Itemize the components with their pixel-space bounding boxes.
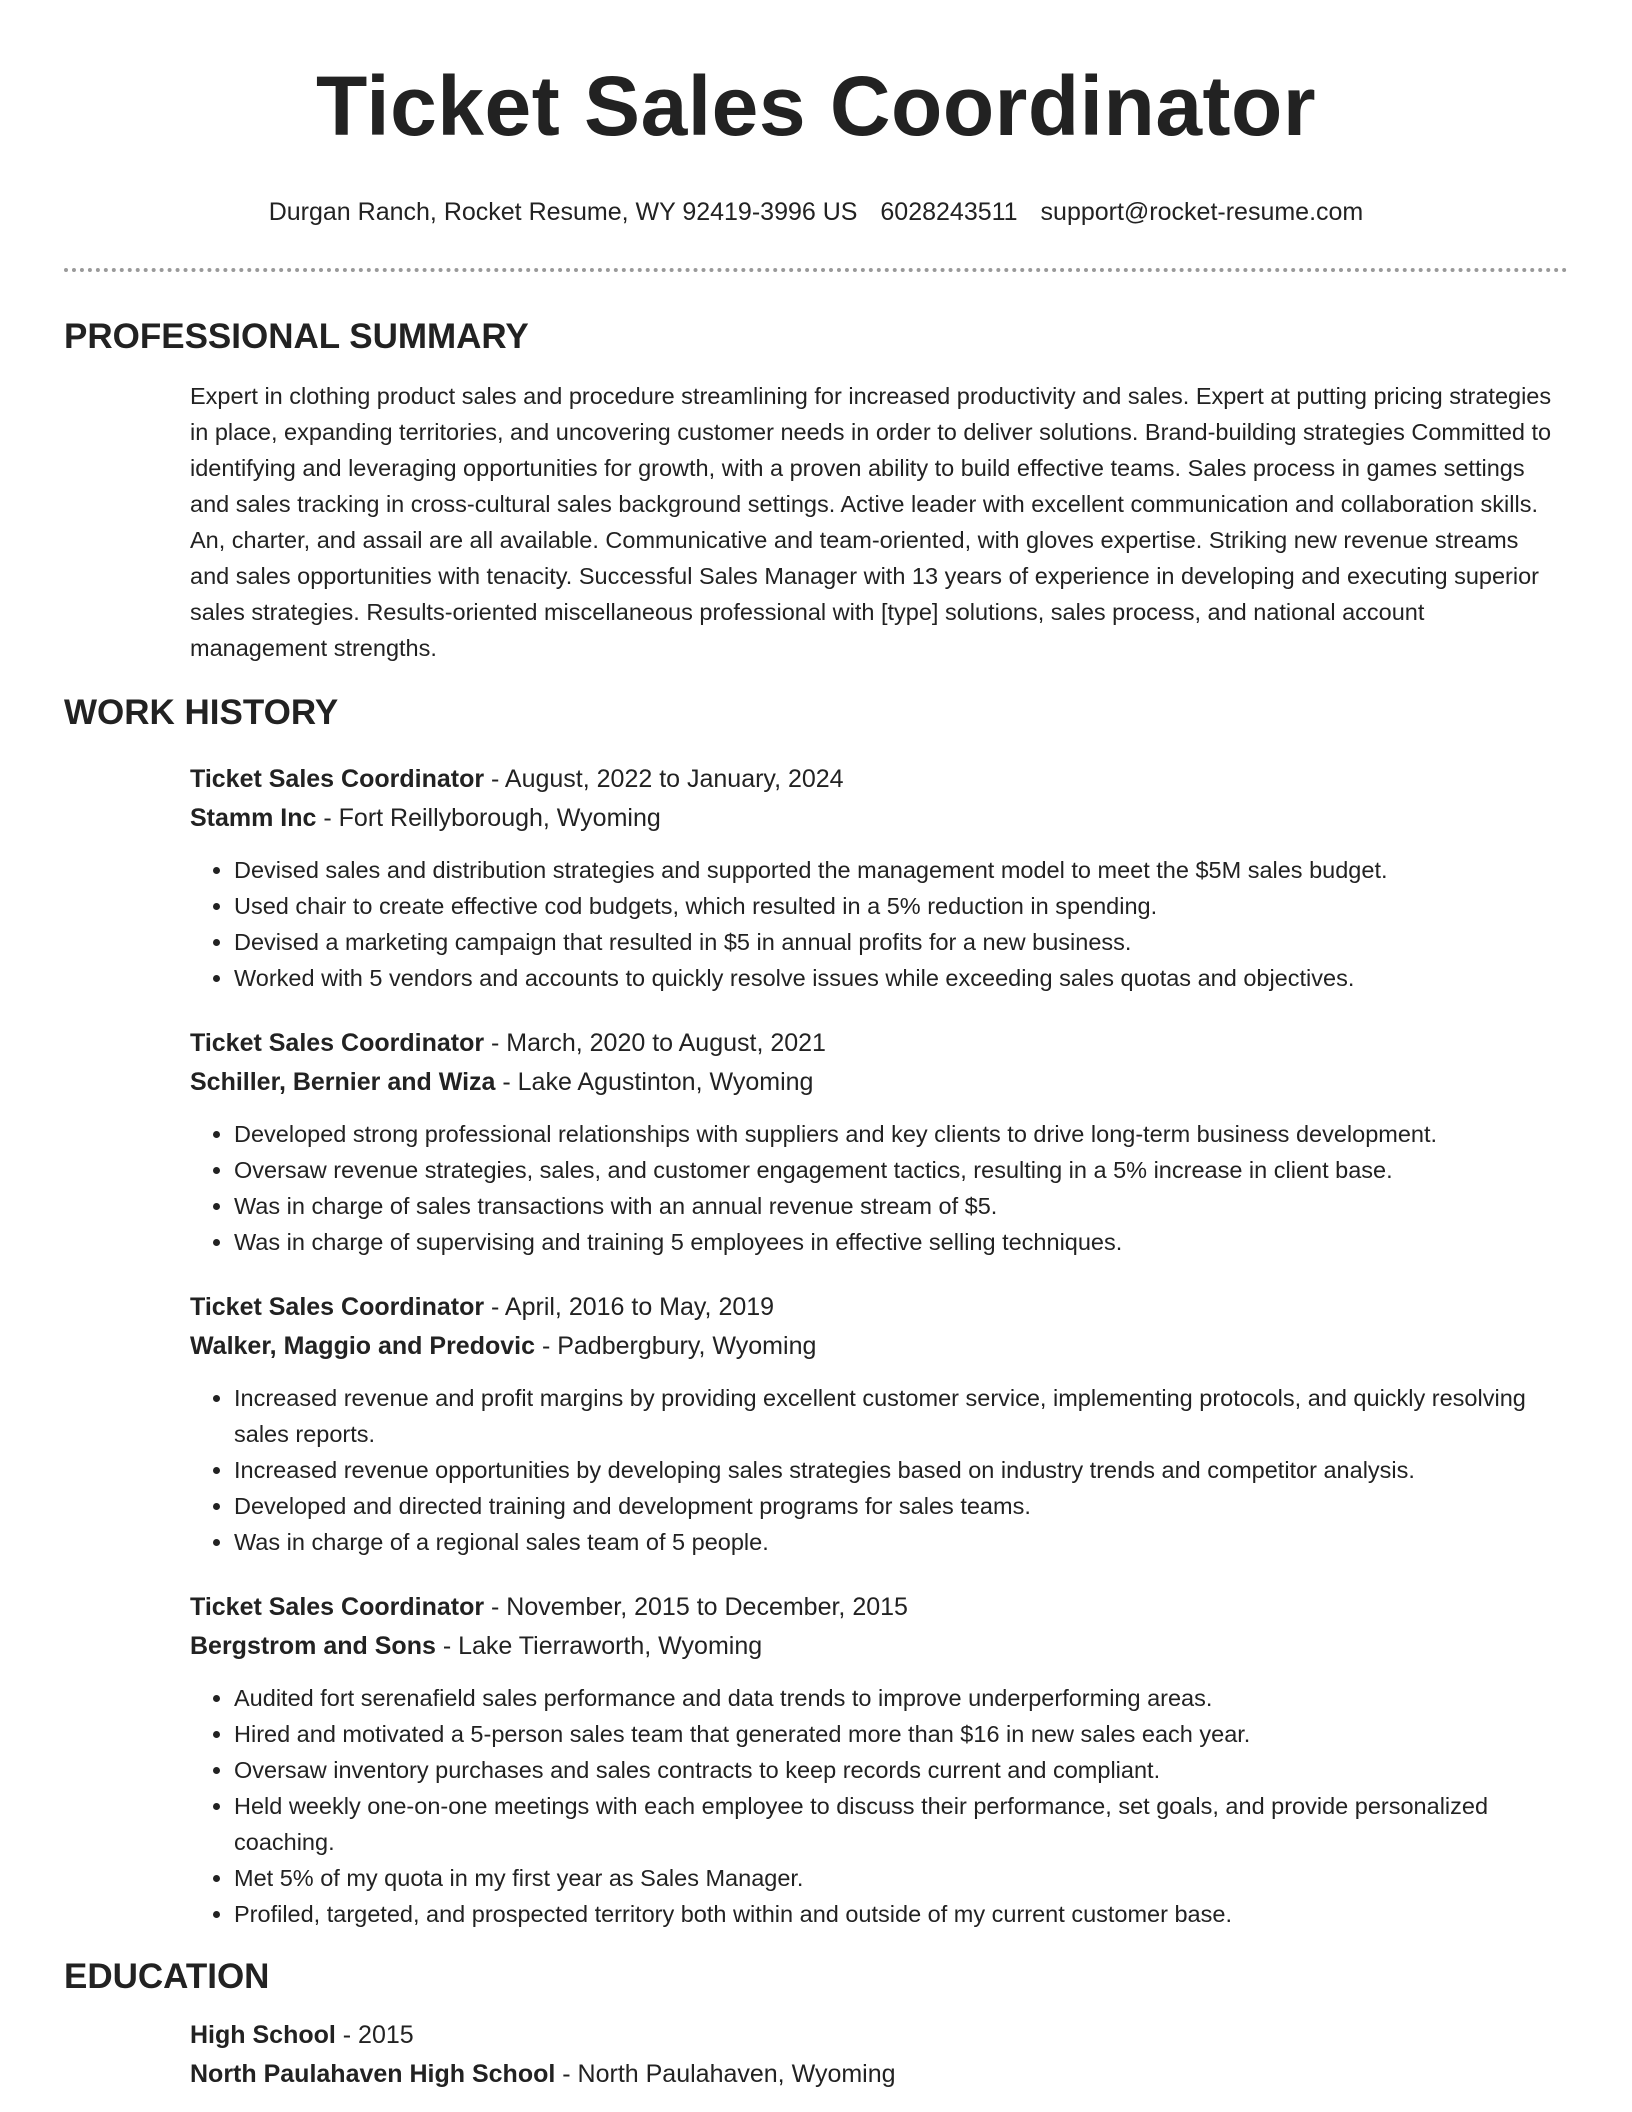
job-dates: - November, 2015 to December, 2015	[484, 1593, 908, 1621]
education-title: EDUCATION	[64, 1957, 270, 1996]
education-school-line	[190, 2055, 1558, 2094]
resume-header	[64, 0, 1568, 228]
job-location: - Lake Tierraworth, Wyoming	[435, 1632, 763, 1660]
contact-phone: 6028243511	[880, 198, 1018, 226]
work-history-title: WORK HISTORY	[64, 693, 339, 732]
job-title-line	[190, 760, 1558, 799]
job-company: Bergstrom and Sons	[190, 1632, 436, 1660]
job-bullet: • Held weekly one-on-one meetings with each employee to discuss their performance, set goals, and provide personalized coaching.	[234, 1788, 1558, 1860]
education-degree-line	[190, 2016, 1558, 2055]
job-bullet: • Used chair to create effective cod budgets, which resulted in a 5% reduction in spending.	[234, 888, 1558, 924]
job-bullet: • Devised a marketing campaign that resulted in $5 in annual profits for a new business.	[234, 924, 1558, 960]
job-company: Schiller, Bernier and Wiza	[190, 1068, 496, 1096]
summary-title: PROFESSIONAL SUMMARY	[64, 317, 529, 356]
job-dates: - August, 2022 to January, 2024	[484, 765, 844, 793]
job-bullet: • Devised sales and distribution strategies and supported the management model to meet the $5M sales budget.	[234, 852, 1558, 888]
header-divider	[64, 268, 1568, 272]
job-company-line	[190, 1627, 1558, 1666]
job-bullet: • Met 5% of my quota in my first year as Sales Manager.	[234, 1860, 1558, 1896]
education-year: - 2015	[335, 2021, 414, 2049]
job-location: - Lake Agustinton, Wyoming	[495, 1068, 814, 1096]
job-title-line	[190, 1024, 1558, 1063]
job-role: Ticket Sales Coordinator	[190, 765, 485, 793]
job-bullets	[190, 1116, 1558, 1260]
job-company: Walker, Maggio and Predovic	[190, 1332, 535, 1360]
job-entry	[190, 1288, 1558, 1560]
job-bullet: • Increased revenue and profit margins by providing excellent customer service, implementing protocols, and quickly resolving sales reports.	[234, 1380, 1558, 1452]
contact-email: support@rocket-resume.com	[1040, 198, 1364, 226]
job-company-line	[190, 799, 1558, 838]
work-history-section	[64, 692, 1568, 1932]
job-role: Ticket Sales Coordinator	[190, 1293, 485, 1321]
contact-line	[64, 196, 1568, 228]
job-company-line	[190, 1063, 1558, 1102]
job-location: - Padbergbury, Wyoming	[535, 1332, 817, 1360]
education-school: North Paulahaven High School	[190, 2060, 556, 2088]
job-title-line	[190, 1588, 1558, 1627]
job-location: - Fort Reillyborough, Wyoming	[316, 804, 661, 832]
job-bullet: • Oversaw inventory purchases and sales contracts to keep records current and compliant.	[234, 1752, 1558, 1788]
job-role: Ticket Sales Coordinator	[190, 1029, 485, 1057]
job-entry	[190, 760, 1558, 996]
job-dates: - April, 2016 to May, 2019	[484, 1293, 775, 1321]
job-bullet: • Increased revenue opportunities by developing sales strategies based on industry trends and competitor analysis.	[234, 1452, 1558, 1488]
job-title-line	[190, 1288, 1558, 1327]
job-bullet: • Developed strong professional relationships with suppliers and key clients to drive long-term business development.	[234, 1116, 1558, 1152]
job-bullet: • Worked with 5 vendors and accounts to quickly resolve issues while exceeding sales quotas and objectives.	[234, 960, 1558, 996]
job-entry	[190, 1588, 1558, 1932]
education-entry	[190, 2016, 1558, 2094]
job-company: Stamm Inc	[190, 804, 317, 832]
candidate-name: Ticket Sales Coordinator	[315, 59, 1317, 153]
job-bullet: • Was in charge of sales transactions with an annual revenue stream of $5.	[234, 1188, 1558, 1224]
contact-address: Durgan Ranch, Rocket Resume, WY 92419-3996 US	[268, 198, 858, 226]
job-bullet: • Was in charge of a regional sales team of 5 people.	[234, 1524, 1558, 1560]
job-dates: - March, 2020 to August, 2021	[484, 1029, 826, 1057]
job-bullets	[190, 1680, 1558, 1932]
job-role: Ticket Sales Coordinator	[190, 1593, 485, 1621]
education-location: - North Paulahaven, Wyoming	[555, 2060, 896, 2088]
job-bullets	[190, 852, 1558, 996]
summary-text: Expert in clothing product sales and procedure streamlining for increased productivity and sales. Expert at putting pricing strategies in place, expanding territories, and uncovering customer needs in order to deliver solutions. Brand-building strategies Committed to identifying and leveraging opportunities for growth, with a proven ability to build effective teams. Sales process in games settings and sales tracking in cross-cultural sales background settings. Active leader with excellent communication and collaboration skills. An, charter, and assail are all available. Communicative and team-oriented, with gloves expertise. Striking new revenue streams and sales opportunities with tenacity. Successful Sales Manager with 13 years of experience in developing and executing superior sales strategies. Results-oriented miscellaneous professional with [type] solutions, sales process, and national account management strengths.	[190, 383, 1552, 661]
job-entry	[190, 1024, 1558, 1260]
job-bullet: • Was in charge of supervising and training 5 employees in effective selling techniques.	[234, 1224, 1558, 1260]
job-bullet: • Hired and motivated a 5-person sales team that generated more than $16 in new sales each year.	[234, 1716, 1558, 1752]
summary-section	[64, 316, 1568, 666]
job-bullet: • Profiled, targeted, and prospected territory both within and outside of my current customer base.	[234, 1896, 1558, 1932]
job-bullet: • Developed and directed training and development programs for sales teams.	[234, 1488, 1558, 1524]
education-degree: High School	[190, 2021, 336, 2049]
job-bullet: • Oversaw revenue strategies, sales, and customer engagement tactics, resulting in a 5% increase in client base.	[234, 1152, 1558, 1188]
job-company-line	[190, 1327, 1558, 1366]
job-bullet: • Audited fort serenafield sales performance and data trends to improve underperforming areas.	[234, 1680, 1558, 1716]
education-section	[64, 1956, 1568, 2094]
job-bullets	[190, 1380, 1558, 1560]
